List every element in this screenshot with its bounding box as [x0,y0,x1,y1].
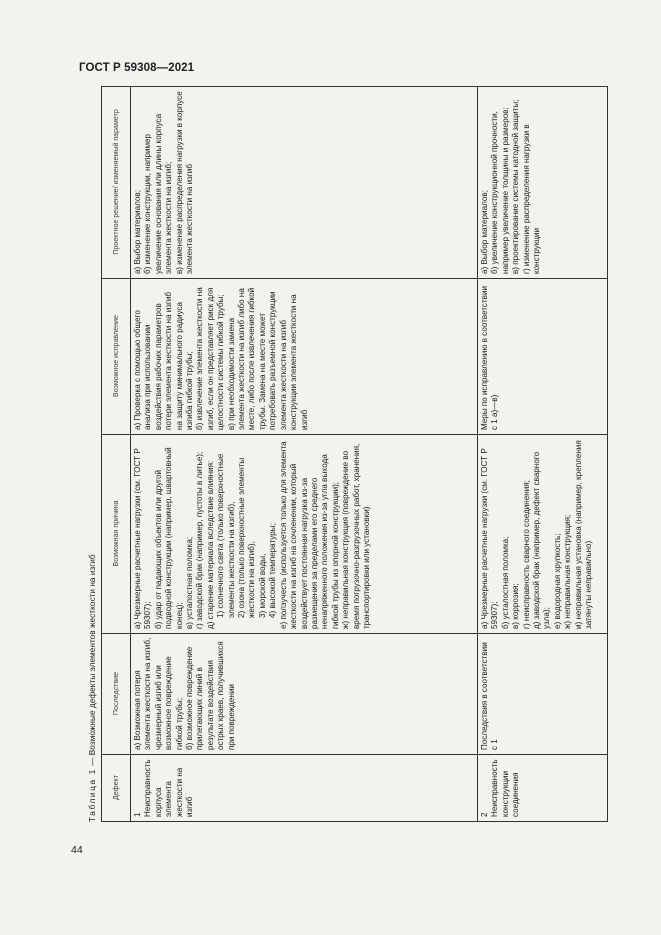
cell-line: в) изменение распределения нагрузки в корпусе элемента жесткости на изгиб [174,91,195,274]
cell-line: и) неправильная установка (например, крепления затянуты неправильно) [573,440,594,629]
cell-correction [478,279,608,435]
cell-line: е) ползучесть (используется только для элемента жесткости на изгиб на сочленении, который воздействует постоянная нагрузка из-за размещения за пределами его среднего ненапряженного положения из-за угла выхода гибкой трубы из опорной конструкции); [278,441,340,629]
cell-line: б) удар от падающих объектов или другой подводной конструкции (например, швартовный конец); [153,447,184,629]
table-row [478,87,608,822]
cell-line: ж) неправильная конструкция; [563,514,573,629]
table-caption [87,554,98,822]
cell-design [478,87,608,279]
cell-line: Последствия в соответствии с 1 [480,642,500,750]
cell-line: б) извлечение элемента жесткости на изгиб, если он представляет риск для целостности системы гибкой трубы; [195,287,226,430]
cell-line: б) усталостная поломка; [500,536,510,629]
cell-line: Меры по исправлению в соответствии с 1 а)—в) [480,285,500,430]
cell-line: а) Чрезмерные расчетные нагрузки (см. ГОСТ Р 59307); [133,448,153,629]
cell-line: 1) солнечного света (только поверхностные элементы жесткости на изгиб), [216,453,236,618]
cell-defect: 2 Неисправность конструкции соединения [478,755,608,822]
cell-line: г) неисправность сварного соединения; [521,480,531,629]
cell-line: в) усталостная поломка; [185,536,195,629]
cell-line: б) увеличение конструкционной прочности, например увеличение толщины и размеров; [490,107,510,274]
cell-consequence [131,634,478,755]
cell-cause [478,435,608,634]
column-header-correction: Возможное исправление [102,279,131,435]
cell-line: а) Проверка с помощью общего анализа при использовании воздействия рабочих параметров потери элемента жесткости на изгиб на защиту минимального радиуса изгиба гибкой трубы; [133,291,195,430]
cell-correction [131,279,478,435]
column-header-design: Проектное решение/ изменяемый параметр [102,87,131,279]
cell-line: б) возможное повреждение прилегающих линий в результате воздействия острых краев, получившихся при повреждении [185,641,236,750]
cell-line: 2) озона (только поверхностные элементы жесткости на изгиб), [237,457,257,618]
table-caption-label: Таблица 1 [87,768,97,822]
column-header-cause: Возможная причина [102,435,131,634]
cell-line: г) заводской брак (например, пустоты в литье); [195,451,205,629]
cell-defect: 1 Неисправность корпуса элемента жесткости на изгиб [131,755,478,822]
cell-design [131,87,478,279]
document-header: ГОСТ Р 59308—2021 [79,62,195,74]
defects-table [101,86,608,822]
cell-line: в) коррозия; [511,583,521,629]
cell-line: д) старение материала вследствие влияния: [205,460,215,629]
cell-consequence [478,634,608,755]
cell-line: а) Возможная потеря элемента жесткости на изгиб, чрезмерный изгиб или возможное повреждение гибкой трубы; [133,637,184,750]
page-number: 44 [71,844,83,856]
table-row [131,87,478,822]
cell-line: а) Чрезмерные расчетные нагрузки (см. ГОСТ Р 59307); [480,448,500,629]
cell-line: ж) неправильная конструкция (повреждение во время погрузочно-разгрузочных работ, хранения, транспортировки или установки) [341,443,371,629]
cell-line: 4) высокой температуры; [268,523,278,618]
cell-line: д) заводской брак (например, дефект сварного узла); [532,451,552,629]
cell-line: г) изменение распределения нагрузки в конструкции [521,124,542,274]
cell-line: в) при необходимости замена элемента жесткости на изгиб либо на месте, либо после извлечения гибкой трубы. Замена на месте может потребовать разъемной конструкции элемента жесткости на изгиб конструкции элемента жесткости на изгиб [226,287,309,430]
cell-line: в) проектирование системы катодной защиты; [511,99,521,274]
rotated-table-block [87,87,597,822]
column-header-consequence: Последствие [102,634,131,755]
table-caption-text: — Возможные дефекты элементов жесткости на изгиб [87,554,97,769]
cell-cause [131,435,478,634]
cell-line: а) Выбор материалов; [480,190,489,274]
table-header-row [102,87,131,822]
column-header-defect: Дефект [102,755,131,822]
cell-line: а) Выбор материалов; [133,190,142,274]
cell-line: 3) морской воды, [257,553,267,618]
cell-line: б) изменение конструкции, например увеличение основания или длины корпуса элемента жесткости на изгиб; [143,113,174,274]
cell-line: е) водородная хрупкость; [552,533,562,629]
